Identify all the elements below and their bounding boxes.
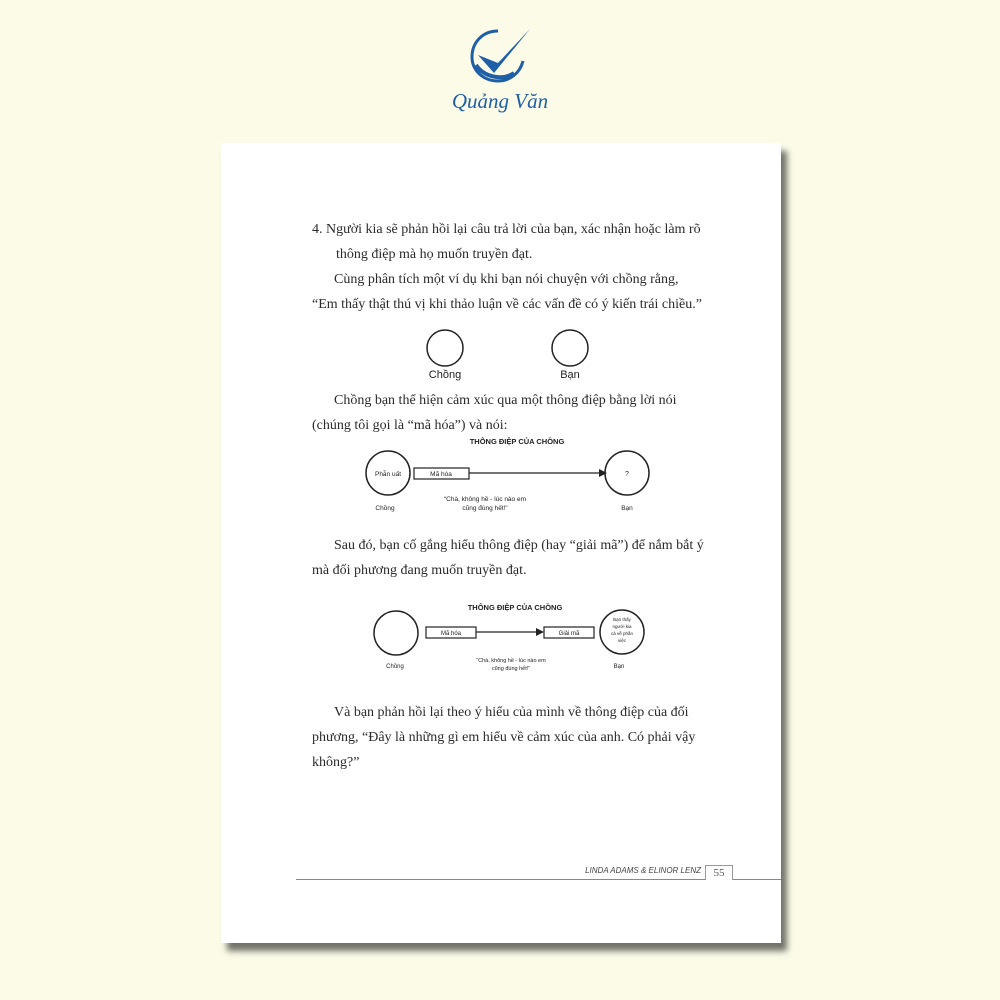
fig2-left-label: Chồng (375, 505, 395, 512)
fig3-box-encode-text: Mã hóa (440, 631, 462, 637)
figure-chong-ban (221, 328, 781, 383)
fig3-left-circle (374, 611, 418, 655)
fig2-quote-line2: cũng đúng hết!” (462, 505, 508, 512)
list-item-4: 4. Người kia sẽ phản hồi lại câu trả lời của bạn, xác nhận hoặc làm rõ thông điệp mà họ muốn truyền đạt. (312, 222, 701, 262)
ban-circle (552, 330, 588, 366)
fig3-title: THÔNG ĐIỆP CỦA CHỒNG (467, 603, 563, 612)
brand-name: Quảng Văn (451, 89, 549, 113)
fig3-left-label: Chồng (386, 664, 404, 670)
brand-logo (440, 25, 560, 120)
fig2-box-text: Mã hóa (430, 471, 452, 478)
figure-encoding (221, 433, 781, 518)
fig1-right-label: Bạn (560, 369, 580, 381)
paragraph-2: Chồng bạn thể hiện cảm xúc qua một thông điệp bằng lời nói (chúng tôi gọi là “mã hóa”) và nói: (312, 393, 677, 433)
paragraph-4: Và bạn phản hồi lại theo ý hiểu của mình về thông điệp của đối phương, “Đây là những gì em hiểu về cảm xúc của anh. Có phải vậy không?” (312, 705, 696, 770)
fig2-right-label: Bạn (621, 505, 633, 512)
fig2-title: THÔNG ĐIỆP CỦA CHỒNG (469, 437, 565, 446)
fig3-right-line2: người kia (612, 624, 632, 629)
quill-check-icon (468, 25, 532, 87)
chong-circle (427, 330, 463, 366)
book-page (221, 143, 781, 943)
fig3-right-label: Bạn (613, 664, 625, 670)
fig3-quote-line1: “Chà, không hề - lúc nào em (476, 658, 546, 664)
fig3-right-line4: việc (617, 638, 627, 643)
paragraph-3: Sau đó, bạn cố gắng hiểu thông điệp (hay “giải mã”) để nắm bắt ý mà đối phương đang muốn truyền đạt. (312, 538, 704, 578)
fig2-left-circle-text: Phẫn uất (374, 471, 402, 478)
fig3-quote-line2: cũng đúng hết!” (491, 666, 531, 672)
fig1-left-label: Chồng (428, 369, 462, 381)
paragraph-1: Cùng phân tích một ví dụ khi bạn nói chuyện với chồng rằng, “Em thấy thật thú vị khi thảo luận về các vấn đề có ý kiến trái chiều.” (312, 272, 702, 312)
fig2-right-circle-text: ? (625, 471, 629, 478)
figure-decoding (221, 600, 781, 685)
footer-authors: LINDA ADAMS & ELINOR LENZ (585, 866, 701, 875)
page-number: 55 (705, 865, 733, 880)
fig3-box-decode-text: Giải mã (558, 631, 580, 637)
fig2-quote-line1: “Chà, không hề - lúc nào em (443, 496, 527, 503)
fig3-right-line3: cả về phần (610, 631, 634, 636)
fig3-right-line1: Bạn thấy (613, 617, 631, 622)
